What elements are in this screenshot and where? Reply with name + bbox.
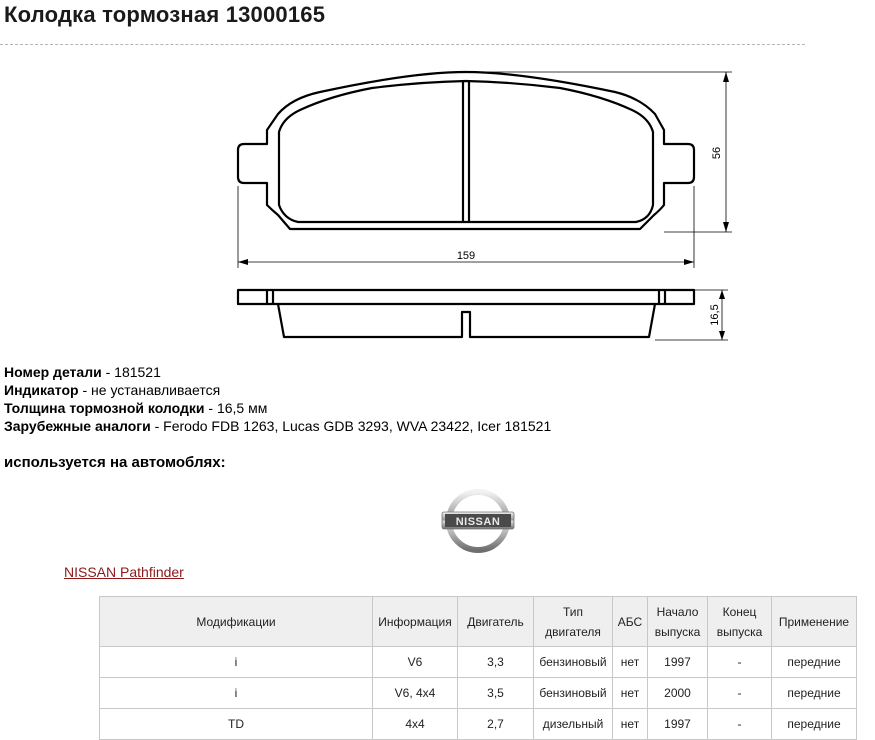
cell-modification: i <box>100 678 373 709</box>
header-modification: Модификации <box>100 597 373 647</box>
height-dimension-label: 56 <box>711 146 723 160</box>
cell-start-year: 1997 <box>648 647 708 678</box>
cell-engine-type: бензиновый <box>534 647 613 678</box>
cell-info: V6 <box>373 647 458 678</box>
cell-abs: нет <box>613 709 648 740</box>
friction-outline <box>279 81 653 222</box>
cell-application: передние <box>772 678 857 709</box>
cell-modification: i <box>100 647 373 678</box>
table-header-row <box>100 597 857 647</box>
spec-cross-references: Зарубежные аналоги - Ferodo FDB 1263, Lucas GDB 3293, WVA 23422, Icer 181521 <box>4 418 552 434</box>
cell-info: V6, 4x4 <box>373 678 458 709</box>
cell-end-year: - <box>708 647 772 678</box>
width-dimension-label: 159 <box>456 250 476 262</box>
cell-modification: TD <box>100 709 373 740</box>
header-end-year: Конец выпуска <box>708 597 772 647</box>
cell-engine: 3,5 <box>458 678 534 709</box>
page-title: Колодка тормозная 13000165 <box>4 2 326 27</box>
brake-pad-drawing <box>0 60 760 350</box>
nissan-logo <box>438 488 518 554</box>
cell-start-year: 1997 <box>648 709 708 740</box>
cell-info: 4x4 <box>373 709 458 740</box>
header-start-year: Начало выпуска <box>648 597 708 647</box>
applications-table <box>99 596 857 740</box>
cell-engine: 2,7 <box>458 709 534 740</box>
title-divider <box>0 44 805 45</box>
table-row <box>100 709 857 740</box>
cell-engine-type: бензиновый <box>534 678 613 709</box>
header-abs: АБС <box>613 597 648 647</box>
cell-engine: 3,3 <box>458 647 534 678</box>
used-on-heading: используется на автомоблях: <box>4 454 226 471</box>
cell-abs: нет <box>613 678 648 709</box>
pad-outline <box>238 72 694 229</box>
header-info: Информация <box>373 597 458 647</box>
spec-indicator: Индикатор - не устанавливается <box>4 382 221 398</box>
model-link-nissan-pathfinder[interactable]: NISSAN Pathfinder <box>64 564 184 580</box>
cell-end-year: - <box>708 709 772 740</box>
table-row <box>100 647 857 678</box>
cell-application: передние <box>772 709 857 740</box>
cell-end-year: - <box>708 678 772 709</box>
cell-abs: нет <box>613 647 648 678</box>
thickness-dimension-label: 16,5 <box>709 304 721 326</box>
part-specs <box>4 363 551 435</box>
table-row <box>100 678 857 709</box>
header-engine-type: Тип двигателя <box>534 597 613 647</box>
spec-thickness: Толщина тормозной колодки - 16,5 мм <box>4 400 268 416</box>
pad-side-view <box>238 290 694 304</box>
cell-application: передние <box>772 647 857 678</box>
header-application: Применение <box>772 597 857 647</box>
spec-part-number: Номер детали - 181521 <box>4 364 161 380</box>
cell-engine-type: дизельный <box>534 709 613 740</box>
header-engine: Двигатель <box>458 597 534 647</box>
cell-start-year: 2000 <box>648 678 708 709</box>
svg-text:NISSAN: NISSAN <box>455 516 501 528</box>
